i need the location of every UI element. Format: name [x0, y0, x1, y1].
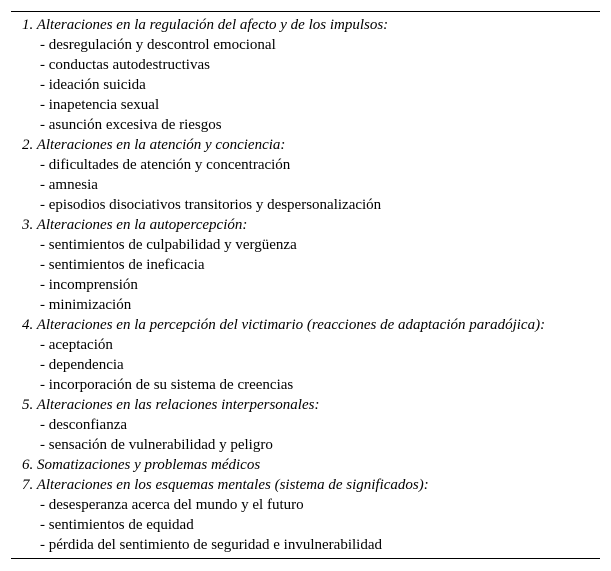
section-2 — [22, 135, 600, 215]
list-item: - desesperanza acerca del mundo y el futuro — [40, 497, 304, 513]
list-item: - desregulación y descontrol emocional — [40, 37, 276, 53]
list-item: - inapetencia sexual — [40, 97, 160, 113]
list-item: - aceptación — [40, 337, 113, 353]
list-item: - dificultades de atención y concentración — [40, 157, 291, 173]
section-4 — [22, 315, 600, 395]
table-content — [22, 15, 600, 555]
list-item: - pérdida del sentimiento de seguridad e invulnerabilidad — [40, 537, 382, 553]
section-title: 3. Alteraciones en la autopercepción: — [22, 217, 248, 233]
section-title: 7. Alteraciones en los esquemas mentales (sistema de significados): — [22, 477, 429, 493]
section-title: 6. Somatizaciones y problemas médicos — [22, 457, 261, 473]
list-item: - episodios disociativos transitorios y despersonalización — [40, 197, 382, 213]
section-3 — [22, 215, 600, 315]
list-item: - desconfianza — [40, 417, 128, 433]
list-item: - ideación suicida — [40, 77, 146, 93]
list-item: - amnesia — [40, 177, 98, 193]
list-item: - minimización — [40, 297, 132, 313]
list-item: - incomprensión — [40, 277, 138, 293]
list-item: - conductas autodestructivas — [40, 57, 210, 73]
section-title: 1. Alteraciones en la regulación del afecto y de los impulsos: — [22, 17, 389, 33]
section-7 — [22, 475, 600, 555]
list-item: - incorporación de su sistema de creencias — [40, 377, 294, 393]
list-item: - asunción excesiva de riesgos — [40, 117, 222, 133]
section-title: 5. Alteraciones en las relaciones interpersonales: — [22, 397, 320, 413]
list-item: - sentimientos de ineficacia — [40, 257, 205, 273]
section-title: 2. Alteraciones en la atención y conciencia: — [22, 137, 286, 153]
list-item: - sensación de vulnerabilidad y peligro — [40, 437, 273, 453]
section-title: 4. Alteraciones en la percepción del victimario (reacciones de adaptación paradójica): — [22, 317, 546, 333]
list-item: - sentimientos de culpabilidad y vergüenza — [40, 237, 297, 253]
section-1 — [22, 15, 600, 135]
list-item: - dependencia — [40, 357, 124, 373]
section-5 — [22, 395, 600, 455]
list-item: - sentimientos de equidad — [40, 517, 194, 533]
table-box — [11, 11, 600, 559]
section-6 — [22, 455, 600, 475]
